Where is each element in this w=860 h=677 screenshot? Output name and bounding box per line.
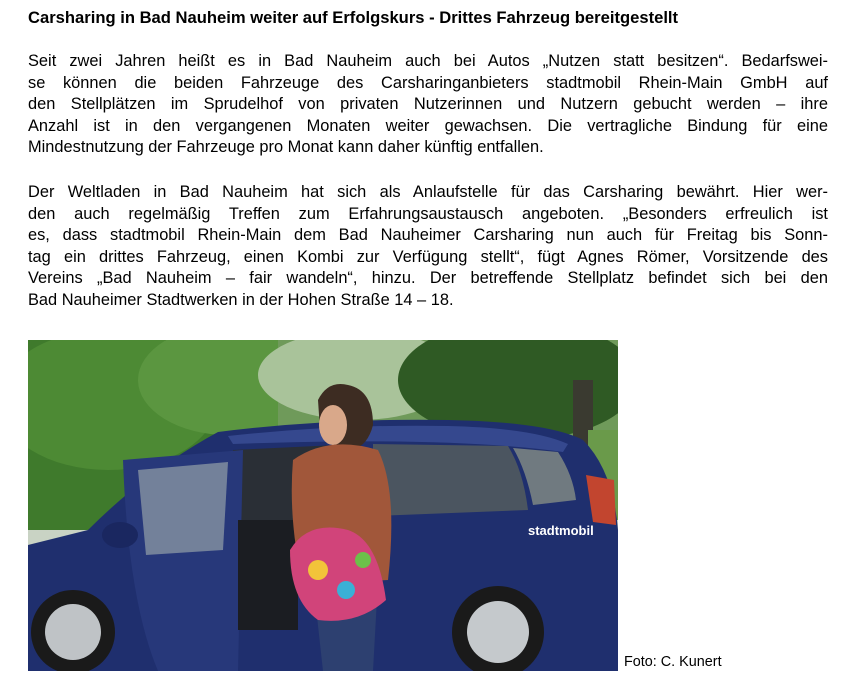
- photo-car-rim-rear: [467, 601, 529, 663]
- photo-car-window-rear: [373, 444, 528, 516]
- photo-car-rim-front: [45, 604, 101, 660]
- photo-credit: Foto: C. Kunert: [624, 654, 722, 670]
- paragraph-line: se können die beiden Fahrzeuge des Carsharinganbieters stadtmobil Rhein-Main GmbH auf: [28, 73, 828, 92]
- photo-car-logo: stadtmobil: [528, 523, 594, 538]
- paragraph-line: den Stellplätzen im Sprudelhof von privaten Nutzerinnen und Nutzern gebucht werden – ihre: [28, 95, 828, 113]
- paragraph-line: tag ein drittes Fahrzeug, einen Kombi zur Verfügung stellt“, fügt Agnes Römer, Vorsitzende des: [28, 247, 828, 266]
- paragraph-line: Bad Nauheimer Stadtwerken in der Hohen Straße 14 – 18.: [28, 290, 454, 309]
- paragraph-1: [28, 51, 828, 159]
- paragraph-line: Mindestnutzung der Fahrzeuge pro Monat kann daher künftig entfallen.: [28, 138, 544, 156]
- photo-bag-pattern: [308, 560, 328, 580]
- paragraph-line: Seit zwei Jahren heißt es in Bad Nauheim auch bei Autos „Nutzen statt besitzen“. Bedarfswei-: [28, 52, 828, 70]
- paragraph-line: Anzahl ist in den vergangenen Monaten weiter gewachsen. Die vertragliche Bindung für eine: [28, 116, 828, 135]
- article-title: Carsharing in Bad Nauheim weiter auf Erfolgskurs - Drittes Fahrzeug bereitgestellt: [28, 8, 679, 27]
- photo-car-interior: [238, 520, 298, 630]
- photo-bag-pattern: [337, 581, 355, 599]
- carsharing-car-photo: [28, 340, 618, 671]
- paragraph-2: [28, 182, 828, 311]
- photo-bag-pattern: [355, 552, 371, 568]
- paragraph-line: es, dass stadtmobil Rhein-Main dem Bad Nauheimer Carsharing nun auch für Freitag bis Sonn-: [28, 226, 828, 244]
- paragraph-line: Der Weltladen in Bad Nauheim hat sich als Anlaufstelle für das Carsharing bewährt. Hier wer-: [28, 183, 828, 201]
- paragraph-line: Vereins „Bad Nauheim – fair wandeln“, hinzu. Der betreffende Stellplatz befindet sich bei den: [28, 269, 828, 287]
- photo-car-door-window: [138, 462, 228, 555]
- photo-person-face: [319, 405, 347, 445]
- photo-car-mirror: [102, 522, 138, 548]
- paragraph-line: den auch regelmäßig Treffen zum Erfahrungsaustausch angeboten. „Besonders erfreulich ist: [28, 204, 828, 223]
